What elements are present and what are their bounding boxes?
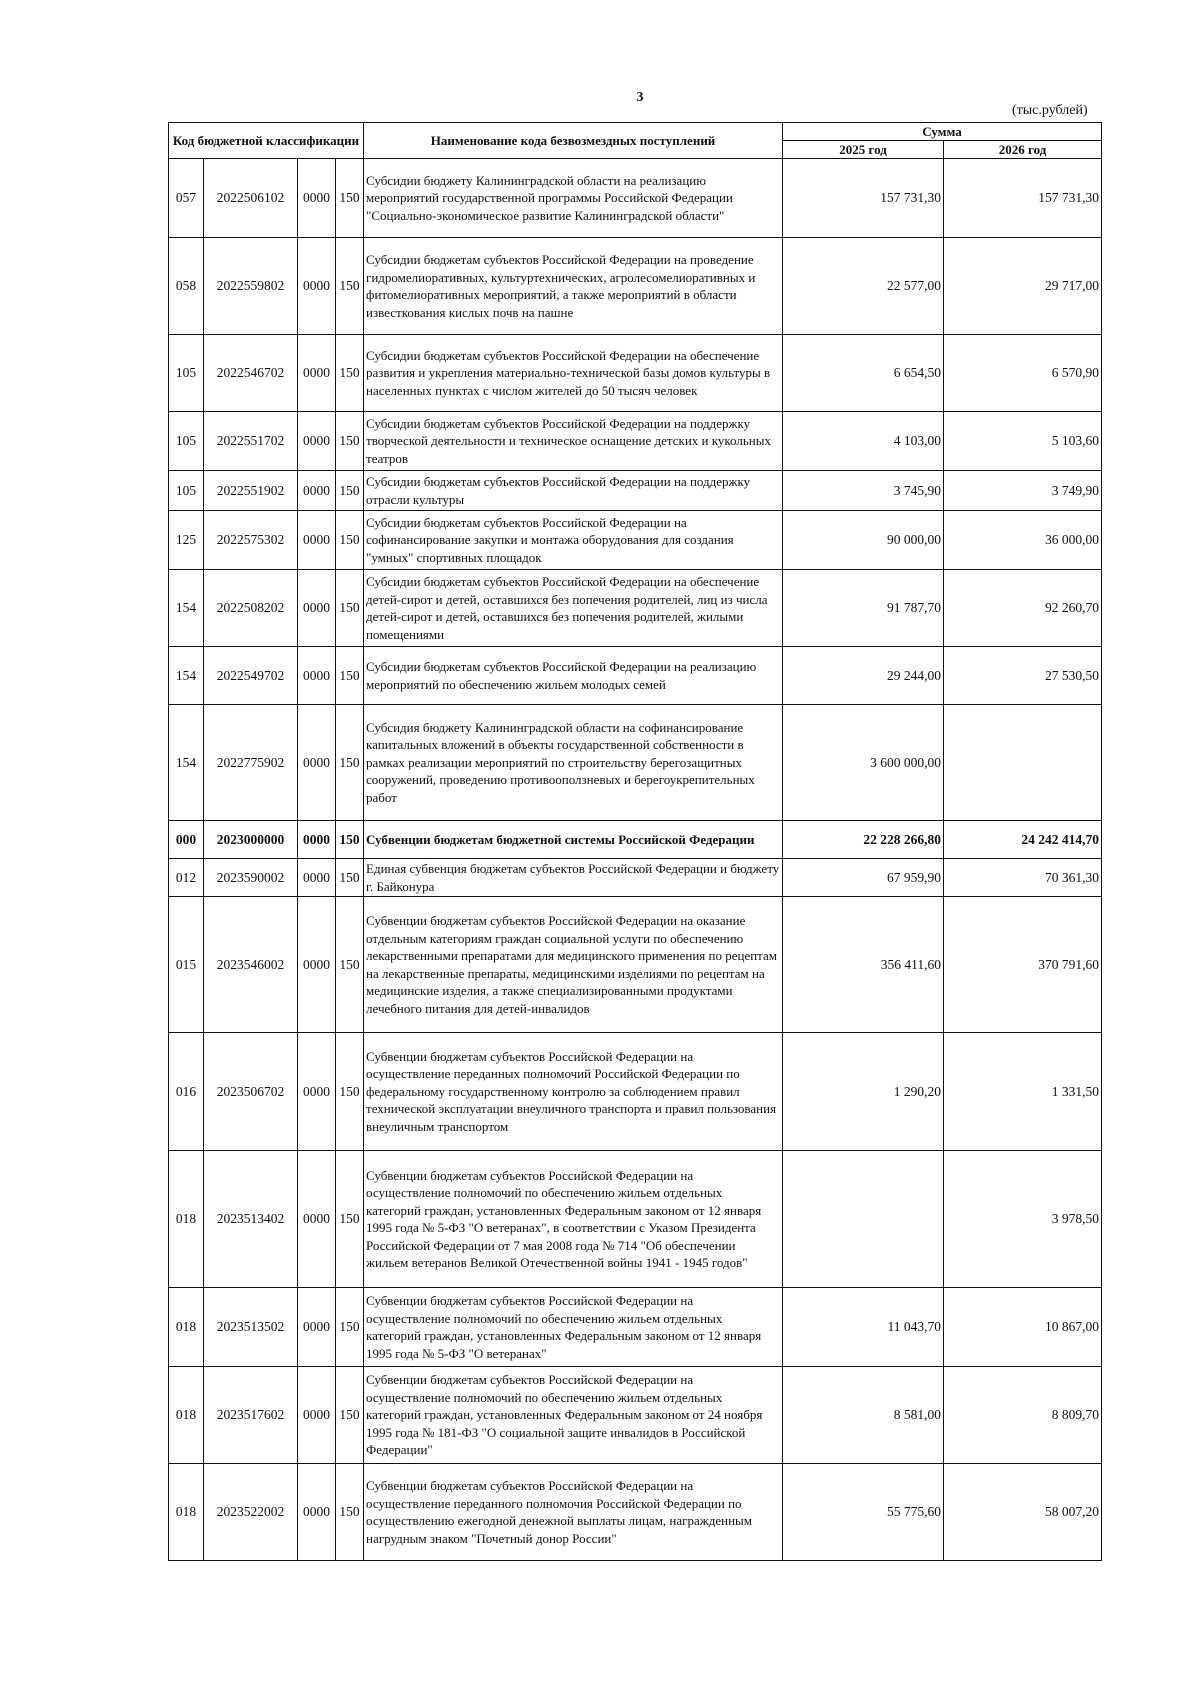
income-name-cell: Субвенции бюджетам субъектов Российской Федерации на оказание отдельным категориям граждан социальной услуги по обеспечению лекарственными препаратами для медицинского применения по рецептам на лекарственные препараты, медицинскими изделиями по рецептам на медицинские изделия, а также специализированными продуктами лечебного питания для детей-инвалидов [364, 897, 783, 1033]
amount-2026-cell: 370 791,60 [944, 897, 1102, 1033]
table-row [169, 238, 1102, 335]
admin-code-cell: 012 [169, 859, 204, 897]
program-code-cell: 0000 [298, 647, 336, 705]
amount-2026-cell: 36 000,00 [944, 511, 1102, 570]
admin-code-cell: 058 [169, 238, 204, 335]
program-code-cell: 0000 [298, 705, 336, 821]
admin-code-cell: 016 [169, 1033, 204, 1151]
admin-code-cell: 105 [169, 335, 204, 412]
program-code-cell: 0000 [298, 859, 336, 897]
table-row [169, 1367, 1102, 1464]
program-code-cell: 0000 [298, 1288, 336, 1367]
amount-2025-cell: 29 244,00 [783, 647, 944, 705]
admin-code-cell: 018 [169, 1151, 204, 1288]
classification-code-cell: 2022508202 [204, 570, 298, 647]
admin-code-cell: 015 [169, 897, 204, 1033]
amount-2026-cell: 8 809,70 [944, 1367, 1102, 1464]
classification-code-cell: 2022546702 [204, 335, 298, 412]
income-kind-cell: 150 [336, 570, 364, 647]
amount-2025-cell: 356 411,60 [783, 897, 944, 1033]
header-sum: Сумма [783, 123, 1102, 141]
table-row [169, 412, 1102, 471]
page-number: 3 [636, 90, 644, 105]
admin-code-cell: 000 [169, 821, 204, 859]
program-code-cell: 0000 [298, 1033, 336, 1151]
table-row [169, 511, 1102, 570]
classification-code-cell: 2023000000 [204, 821, 298, 859]
table-row [169, 897, 1102, 1033]
table-row [169, 570, 1102, 647]
program-code-cell: 0000 [298, 471, 336, 511]
amount-2026-cell: 70 361,30 [944, 859, 1102, 897]
program-code-cell: 0000 [298, 821, 336, 859]
income-kind-cell: 150 [336, 159, 364, 238]
program-code-cell: 0000 [298, 1464, 336, 1561]
amount-2026-cell: 6 570,90 [944, 335, 1102, 412]
amount-2025-cell: 11 043,70 [783, 1288, 944, 1367]
budget-table [168, 122, 1102, 1561]
classification-code-cell: 2022506102 [204, 159, 298, 238]
program-code-cell: 0000 [298, 412, 336, 471]
income-kind-cell: 150 [336, 412, 364, 471]
amount-2025-cell: 22 577,00 [783, 238, 944, 335]
header-row-1 [169, 123, 1102, 141]
income-kind-cell: 150 [336, 1151, 364, 1288]
table-row [169, 1151, 1102, 1288]
table-row [169, 705, 1102, 821]
income-name-cell: Субсидии бюджетам субъектов Российской Федерации на обеспечение развития и укрепления материально-технической базы домов культуры в населенных пунктах с числом жителей до 50 тысяч человек [364, 335, 783, 412]
amount-2026-cell: 5 103,60 [944, 412, 1102, 471]
amount-2025-cell: 67 959,90 [783, 859, 944, 897]
classification-code-cell: 2023513402 [204, 1151, 298, 1288]
amount-2025-cell: 22 228 266,80 [783, 821, 944, 859]
income-name-cell: Субсидии бюджетам субъектов Российской Федерации на проведение гидромелиоративных, культуртехнических, агролесомелиоративных и фитомелиоративных мероприятий, а также мероприятий в области известкования кислых почв на пашне [364, 238, 783, 335]
table-row [169, 1033, 1102, 1151]
admin-code-cell: 154 [169, 705, 204, 821]
income-name-cell: Субсидия бюджету Калининградской области на софинансирование капитальных вложений в объекты государственной собственности в рамках реализации мероприятий по строительству берегозащитных сооружений, проведению противооползневых и берегоукрепительных работ [364, 705, 783, 821]
income-kind-cell: 150 [336, 471, 364, 511]
program-code-cell: 0000 [298, 897, 336, 1033]
admin-code-cell: 154 [169, 570, 204, 647]
header-year-2026: 2026 год [944, 141, 1102, 159]
amount-2026-cell: 29 717,00 [944, 238, 1102, 335]
amount-2025-cell: 157 731,30 [783, 159, 944, 238]
amount-2026-cell: 10 867,00 [944, 1288, 1102, 1367]
income-name-cell: Субсидии бюджетам субъектов Российской Федерации на реализацию мероприятий по обеспечению жильем молодых семей [364, 647, 783, 705]
table-row [169, 1288, 1102, 1367]
program-code-cell: 0000 [298, 1151, 336, 1288]
table-row [169, 471, 1102, 511]
amount-2025-cell: 90 000,00 [783, 511, 944, 570]
income-name-cell: Субвенции бюджетам субъектов Российской Федерации на осуществление полномочий по обеспечению жильем отдельных категорий граждан, установленных Федеральным законом от 12 января 1995 года № 5-ФЗ "О ветеранах" [364, 1288, 783, 1367]
admin-code-cell: 105 [169, 412, 204, 471]
amount-2026-cell: 27 530,50 [944, 647, 1102, 705]
income-kind-cell: 150 [336, 647, 364, 705]
table-row [169, 159, 1102, 238]
header-name: Наименование кода безвозмездных поступлений [364, 123, 783, 159]
classification-code-cell: 2023513502 [204, 1288, 298, 1367]
program-code-cell: 0000 [298, 159, 336, 238]
table-row [169, 647, 1102, 705]
admin-code-cell: 154 [169, 647, 204, 705]
classification-code-cell: 2023506702 [204, 1033, 298, 1151]
amount-2026-cell: 1 331,50 [944, 1033, 1102, 1151]
income-kind-cell: 150 [336, 821, 364, 859]
income-kind-cell: 150 [336, 705, 364, 821]
header-code: Код бюджетной классификации [169, 123, 364, 159]
income-name-cell: Субсидии бюджетам субъектов Российской Федерации на софинансирование закупки и монтажа оборудования для создания "умных" спортивных площадок [364, 511, 783, 570]
header-year-2025: 2025 год [783, 141, 944, 159]
income-kind-cell: 150 [336, 1367, 364, 1464]
amount-2025-cell: 55 775,60 [783, 1464, 944, 1561]
income-name-cell: Субвенции бюджетам субъектов Российской Федерации на осуществление переданных полномочий Российской Федерации по федеральному государственному контролю за соблюдением правил технической эксплуатации внеуличного транспорта и правил пользования внеуличным транспортом [364, 1033, 783, 1151]
income-kind-cell: 150 [336, 897, 364, 1033]
admin-code-cell: 018 [169, 1288, 204, 1367]
table-row [169, 821, 1102, 859]
admin-code-cell: 018 [169, 1464, 204, 1561]
classification-code-cell: 2022551902 [204, 471, 298, 511]
income-name-cell: Субсидии бюджету Калининградской области на реализацию мероприятий государственной программы Российской Федерации "Социально-экономическое развитие Калининградской области" [364, 159, 783, 238]
classification-code-cell: 2022775902 [204, 705, 298, 821]
amount-2026-cell: 3 978,50 [944, 1151, 1102, 1288]
admin-code-cell: 018 [169, 1367, 204, 1464]
income-name-cell: Субсидии бюджетам субъектов Российской Федерации на обеспечение детей-сирот и детей, оставшихся без попечения родителей, лиц из числа детей-сирот и детей, оставшихся без попечения родителей, жилыми помещениями [364, 570, 783, 647]
amount-2025-cell: 91 787,70 [783, 570, 944, 647]
program-code-cell: 0000 [298, 335, 336, 412]
classification-code-cell: 2023522002 [204, 1464, 298, 1561]
amount-2025-cell: 8 581,00 [783, 1367, 944, 1464]
table-row [169, 859, 1102, 897]
income-kind-cell: 150 [336, 1033, 364, 1151]
amount-2026-cell [944, 705, 1102, 821]
admin-code-cell: 105 [169, 471, 204, 511]
classification-code-cell: 2022549702 [204, 647, 298, 705]
table-row [169, 335, 1102, 412]
amount-2026-cell: 58 007,20 [944, 1464, 1102, 1561]
amount-2026-cell: 3 749,90 [944, 471, 1102, 511]
program-code-cell: 0000 [298, 511, 336, 570]
income-kind-cell: 150 [336, 238, 364, 335]
classification-code-cell: 2023517602 [204, 1367, 298, 1464]
amount-2026-cell: 92 260,70 [944, 570, 1102, 647]
program-code-cell: 0000 [298, 238, 336, 335]
income-kind-cell: 150 [336, 1288, 364, 1367]
amount-2025-cell: 6 654,50 [783, 335, 944, 412]
income-kind-cell: 150 [336, 859, 364, 897]
classification-code-cell: 2022551702 [204, 412, 298, 471]
admin-code-cell: 057 [169, 159, 204, 238]
income-name-cell: Субвенции бюджетам бюджетной системы Российской Федерации [364, 821, 783, 859]
program-code-cell: 0000 [298, 1367, 336, 1464]
income-name-cell: Единая субвенция бюджетам субъектов Российской Федерации и бюджету г. Байконура [364, 859, 783, 897]
income-kind-cell: 150 [336, 511, 364, 570]
amount-2026-cell: 24 242 414,70 [944, 821, 1102, 859]
income-name-cell: Субсидии бюджетам субъектов Российской Федерации на поддержку творческой деятельности и техническое оснащение детских и кукольных театров [364, 412, 783, 471]
amount-2026-cell: 157 731,30 [944, 159, 1102, 238]
amount-2025-cell: 3 600 000,00 [783, 705, 944, 821]
classification-code-cell: 2023590002 [204, 859, 298, 897]
classification-code-cell: 2022559802 [204, 238, 298, 335]
admin-code-cell: 125 [169, 511, 204, 570]
income-name-cell: Субвенции бюджетам субъектов Российской Федерации на осуществление полномочий по обеспечению жильем отдельных категорий граждан, установленных Федеральным законом от 12 января 1995 года № 5-ФЗ "О ветеранах", в соответствии с Указом Президента Российской Федерации от 7 мая 2008 года № 714 "Об обеспечении жильем ветеранов Великой Отечественной войны 1941 - 1945 годов" [364, 1151, 783, 1288]
amount-2025-cell [783, 1151, 944, 1288]
program-code-cell: 0000 [298, 570, 336, 647]
income-name-cell: Субвенции бюджетам субъектов Российской Федерации на осуществление переданного полномочия Российской Федерации по осуществлению ежегодной денежной выплаты лицам, награжденным нагрудным знаком "Почетный донор России" [364, 1464, 783, 1561]
table-body [169, 159, 1102, 1561]
table-row [169, 1464, 1102, 1561]
classification-code-cell: 2023546002 [204, 897, 298, 1033]
income-name-cell: Субсидии бюджетам субъектов Российской Федерации на поддержку отрасли культуры [364, 471, 783, 511]
income-kind-cell: 150 [336, 335, 364, 412]
income-name-cell: Субвенции бюджетам субъектов Российской Федерации на осуществление полномочий по обеспечению жильем отдельных категорий граждан, установленных Федеральным законом от 24 ноября 1995 года № 181-ФЗ "О социальной защите инвалидов в Российской Федерации" [364, 1367, 783, 1464]
unit-note: (тыс.рублей) [1012, 103, 1088, 118]
income-kind-cell: 150 [336, 1464, 364, 1561]
amount-2025-cell: 4 103,00 [783, 412, 944, 471]
amount-2025-cell: 1 290,20 [783, 1033, 944, 1151]
classification-code-cell: 2022575302 [204, 511, 298, 570]
amount-2025-cell: 3 745,90 [783, 471, 944, 511]
